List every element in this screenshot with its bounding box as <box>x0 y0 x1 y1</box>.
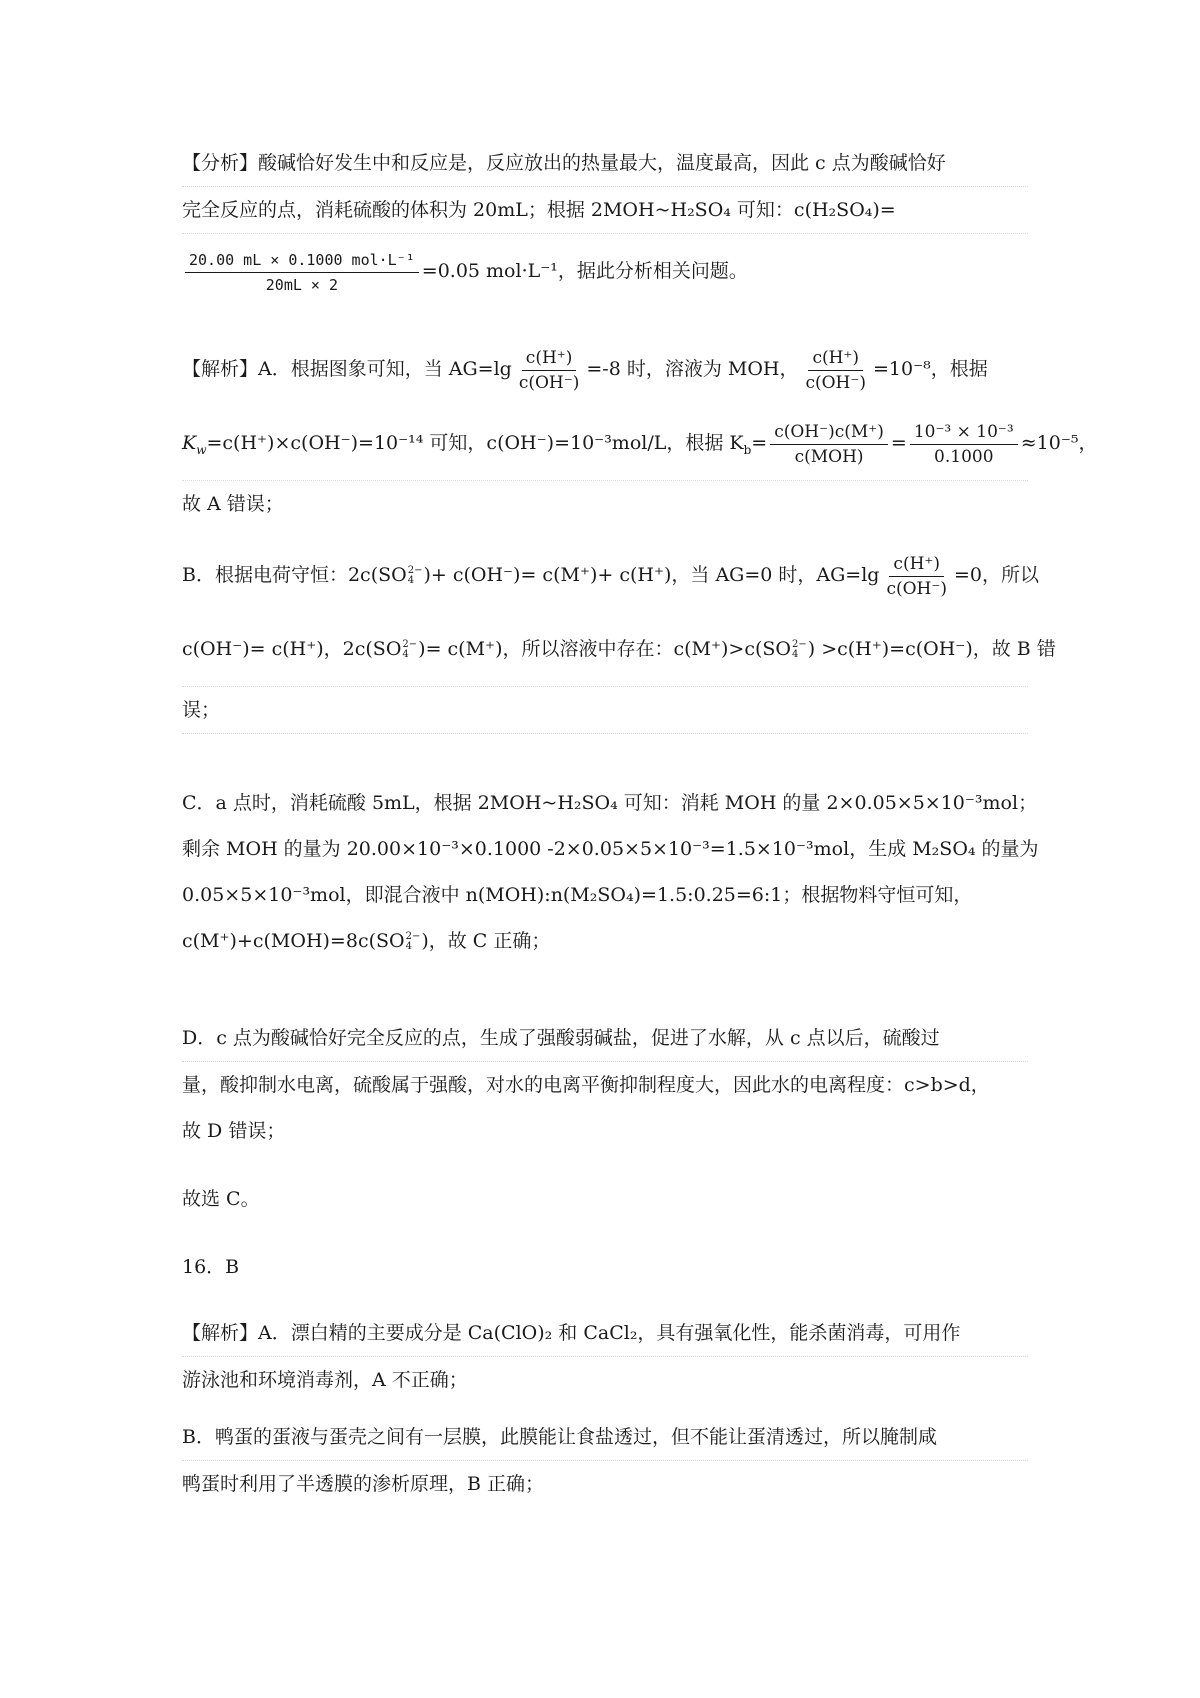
solution-b-text: B．根据电荷守恒：2c(SO <box>182 564 407 586</box>
question-number: 16．B <box>182 1256 240 1278</box>
fraction-denominator: 0.1000 <box>934 446 994 467</box>
final-answer-text: 故选 C。 <box>182 1188 260 1210</box>
fraction-numerator: c(H⁺) <box>522 348 577 371</box>
ion-charge: 2− <box>402 639 418 650</box>
solution-a-text: 【解析】A．根据图象可知，当 AG=lg <box>182 358 512 380</box>
ag-fraction <box>515 348 584 393</box>
solution-a-text: =-8 时，溶液为 MOH， <box>586 358 799 380</box>
question-16-a-paragraph <box>182 1310 1028 1403</box>
sulfate-ion-scripts <box>402 640 417 660</box>
q16-a-line-2: 游泳池和环境消毒剂，A 不正确； <box>182 1369 468 1391</box>
solution-b-text: c(OH⁻)= c(H⁺)，2c(SO <box>182 638 402 660</box>
text-line <box>182 1310 1028 1357</box>
solution-a-text: =10⁻⁸，根据 <box>873 358 988 380</box>
sulfate-ion-scripts <box>406 932 421 952</box>
final-answer <box>182 1176 1028 1222</box>
solution-b-text: =0，所以 <box>953 564 1039 586</box>
kb-fraction <box>770 422 888 467</box>
solution-a-conclusion: 故 A 错误； <box>182 493 284 515</box>
text-line <box>182 234 1028 308</box>
ratio-fraction <box>801 348 870 393</box>
fraction-denominator: c(MOH) <box>794 446 864 467</box>
ion-charge: 2− <box>405 931 421 942</box>
text-line <box>182 780 1038 826</box>
solution-a-text: =c(H⁺)×c(OH⁻)=10⁻¹⁴ 可知，c(OH⁻)=10⁻³mol/L，根据 K <box>206 432 744 454</box>
solution-c-text: )，故 C 正确； <box>421 930 551 952</box>
sulfate-ion-scripts <box>792 640 807 660</box>
text-line <box>182 406 1098 481</box>
ion-subscript: 4 <box>407 575 415 586</box>
text-line <box>182 538 1039 612</box>
text-line <box>182 1108 1028 1154</box>
fraction-denominator: c(OH⁻) <box>805 372 866 393</box>
text-line <box>182 1176 1028 1222</box>
solution-d-line-3: 故 D 错误； <box>182 1120 286 1142</box>
text-line <box>182 1357 1028 1403</box>
equals-sign: = <box>751 432 768 454</box>
solution-c-line-1: C．a 点时，消耗硫酸 5mL，根据 2MOH~H₂SO₄ 可知：消耗 MOH 的量 2×0.05×5×10⁻³mol； <box>182 792 1038 814</box>
text-line <box>182 1461 1028 1507</box>
text-line <box>182 1015 1028 1062</box>
text-line <box>182 332 1028 406</box>
text-line <box>182 826 1039 872</box>
kb-value-fraction <box>910 422 1018 467</box>
concentration-fraction <box>185 250 419 295</box>
fraction-denominator: 20mL × 2 <box>265 275 339 294</box>
text-line <box>182 187 1028 234</box>
solution-b-text: ) >c(H⁺)=c(OH⁻)，故 B 错 <box>807 638 1056 660</box>
ion-subscript: 4 <box>405 941 412 952</box>
solution-b-text: )= c(M⁺)，所以溶液中存在：c(M⁺)>c(SO <box>418 638 791 660</box>
solution-c-line-3: 0.05×5×10⁻³mol，即混合液中 n(MOH):n(M₂SO₄)=1.5:0.25=6:1；根据物料守恒可知， <box>182 884 973 906</box>
analysis-line-2: 完全反应的点，消耗硫酸的体积为 20mL；根据 2MOH~H₂SO₄ 可知：c(H₂SO₄)= <box>182 199 896 221</box>
fraction-numerator: c(H⁺) <box>808 348 863 371</box>
solution-a-text: ≈10⁻⁵， <box>1020 432 1098 454</box>
question-16-b-paragraph <box>182 1414 1028 1507</box>
analysis-paragraph <box>182 140 1028 308</box>
ion-subscript: 4 <box>792 649 799 660</box>
kw-symbol: K <box>182 432 197 454</box>
analysis-line-3: =0.05 mol·L⁻¹，据此分析相关问题。 <box>421 260 748 282</box>
solution-c-text: c(M⁺)+c(MOH)=8c(SO <box>182 930 405 952</box>
ion-subscript: 4 <box>402 649 409 660</box>
sulfate-ion-scripts <box>408 566 423 586</box>
question-16-header <box>182 1244 1028 1290</box>
text-line <box>182 612 1056 687</box>
kb-subscript: b <box>743 442 752 457</box>
text-line <box>182 481 1028 527</box>
ion-charge: 2− <box>792 639 807 650</box>
solution-d-line-2: 量，酸抑制水电离，硫酸属于强酸，对水的电离平衡抑制程度大，因此水的电离程度：c>b>d， <box>182 1074 990 1096</box>
ag-fraction <box>882 554 951 599</box>
fraction-numerator: 10⁻³ × 10⁻³ <box>910 422 1018 445</box>
ion-charge: 2− <box>407 565 423 576</box>
text-line <box>182 1244 1028 1290</box>
q16-a-line-1: 【解析】A．漂白精的主要成分是 Ca(ClO)₂ 和 CaCl₂，具有强氧化性，能杀菌消毒，可用作 <box>182 1322 961 1344</box>
fraction-numerator: c(H⁺) <box>889 554 944 577</box>
fraction-numerator: c(OH⁻)c(M⁺) <box>770 422 888 445</box>
fraction-numerator: 20.00 mL × 0.1000 mol·L⁻¹ <box>185 250 419 273</box>
q16-b-line-2: 鸭蛋时利用了半透膜的渗析原理，B 正确； <box>182 1473 545 1495</box>
fraction-denominator: c(OH⁻) <box>886 578 947 599</box>
solution-b-paragraph <box>182 538 1056 734</box>
text-line <box>182 140 1028 187</box>
kw-subscript: w <box>196 442 207 457</box>
solution-b-conclusion: 误； <box>182 699 221 721</box>
equals-sign: = <box>890 432 907 454</box>
solution-d-line-1: D．c 点为酸碱恰好完全反应的点，生成了强酸弱碱盐，促进了水解，从 c 点以后，硫酸过 <box>182 1027 940 1049</box>
solution-c-paragraph <box>182 780 1039 964</box>
text-line <box>182 1414 1028 1461</box>
analysis-line-1: 【分析】酸碱恰好发生中和反应是，反应放出的热量最大，温度最高，因此 c 点为酸碱恰好 <box>182 152 946 174</box>
fraction-denominator: c(OH⁻) <box>518 372 580 393</box>
text-line <box>182 872 1028 918</box>
solution-b-text: )+ c(OH⁻)= c(M⁺)+ c(H⁺)，当 AG=0 时，AG=lg <box>423 564 880 586</box>
text-line <box>182 918 1028 964</box>
text-line <box>182 1062 1028 1108</box>
solution-a-paragraph <box>182 332 1098 527</box>
text-line <box>182 687 1028 734</box>
solution-d-paragraph <box>182 1015 1028 1154</box>
solution-c-line-2: 剩余 MOH 的量为 20.00×10⁻³×0.1000 -2×0.05×5×10⁻³=1.5×10⁻³mol，生成 M₂SO₄ 的量为 <box>182 838 1039 860</box>
q16-b-line-1: B．鸭蛋的蛋液与蛋壳之间有一层膜，此膜能让食盐透过，但不能让蛋清透过，所以腌制咸 <box>182 1426 937 1448</box>
